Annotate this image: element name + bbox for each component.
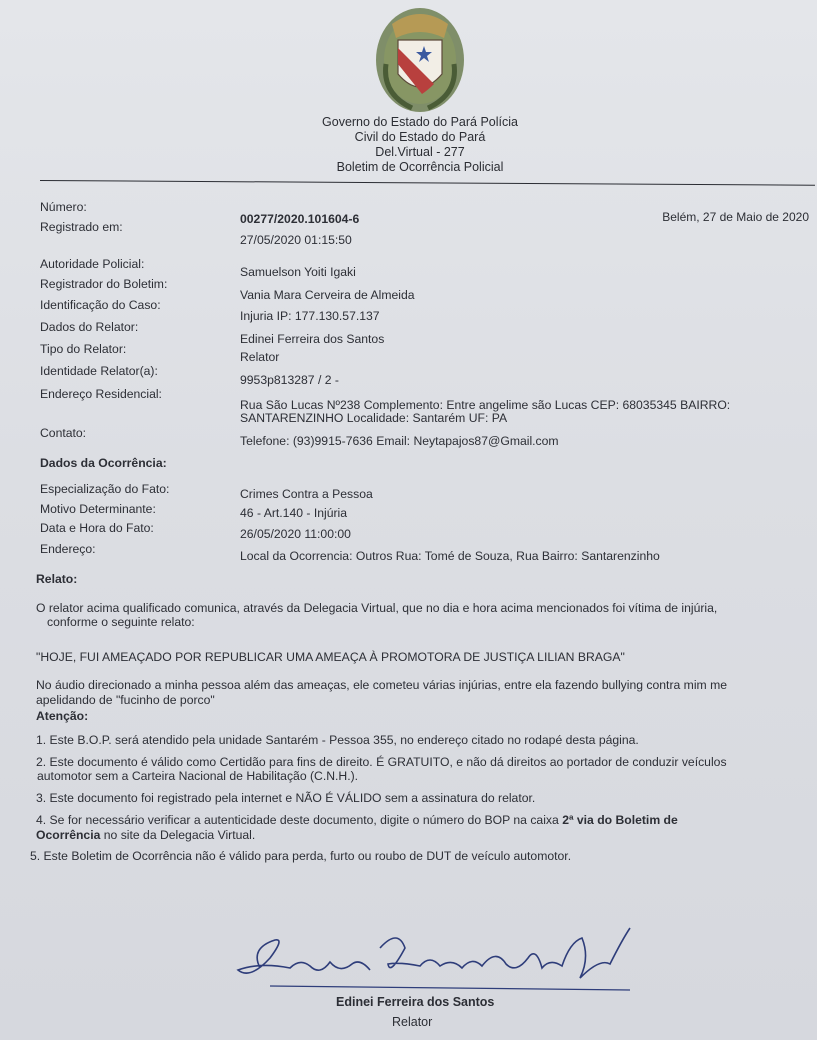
ocorrencia-value: 46 - Art.140 - Injúria — [240, 506, 348, 520]
field-label: Contato: — [40, 426, 87, 440]
header-line-1: Governo do Estado do Pará Polícia — [322, 115, 518, 129]
registrado-label: Registrado em: — [40, 220, 123, 234]
place-date: Belém, 27 de Maio de 2020 — [662, 210, 809, 224]
field-value: Edinei Ferreira dos Santos — [240, 332, 385, 346]
atencao-text-bold: 2ª via do Boletim de — [562, 813, 678, 827]
ocorrencia-label: Especialização do Fato: — [40, 482, 170, 496]
field-value: Telefone: (93)9915-7636 Email: Neytapajos87@Gmail.com — [240, 434, 559, 448]
header-divider — [40, 180, 815, 186]
ocorrencia-value: Crimes Contra a Pessoa — [240, 487, 373, 501]
field-value-continued: SANTARENZINHO Localidade: Santarém UF: PA — [240, 411, 508, 425]
document-header — [270, 115, 570, 175]
field-label: Dados do Relator: — [40, 320, 139, 334]
field-label: Identificação do Caso: — [40, 298, 161, 312]
registrado-value: 27/05/2020 01:15:50 — [240, 233, 352, 247]
atencao-text: no site da Delegacia Virtual. — [100, 828, 256, 842]
field-label: Registrador do Boletim: — [40, 277, 168, 291]
atencao-item: 5. Este Boletim de Ocorrência não é válido para perda, furto ou roubo de DUT de veículo automotor. — [30, 849, 572, 863]
ocorrencia-label: Data e Hora do Fato: — [40, 521, 154, 535]
field-label: Tipo do Relator: — [40, 342, 127, 356]
field-value: 9953p813287 / 2 - — [240, 373, 339, 387]
ocorrencia-label: Motivo Determinante: — [40, 502, 156, 516]
field-label: Endereço Residencial: — [40, 387, 162, 401]
field-value: Injuria IP: 177.130.57.137 — [240, 309, 380, 323]
header-line-4: Boletim de Ocorrência Policial — [336, 160, 504, 174]
atencao-title: Atenção: — [36, 709, 89, 723]
atencao-text-bold: Ocorrência — [36, 828, 101, 842]
relato-quote: "HOJE, FUI AMEAÇADO POR REPUBLICAR UMA AMEAÇA À PROMOTORA DE JUSTIÇA LILIAN BRAGA" — [36, 650, 625, 664]
numero-label: Número: — [40, 200, 87, 214]
header-line-2: Civil do Estado do Pará — [354, 130, 486, 144]
header-line-3: Del.Virtual - 277 — [375, 145, 465, 159]
atencao-item: 2. Este documento é válido como Certidão para fins de direito. É GRATUITO, e não dá direitos ao portador de conduzir veículos — [36, 755, 727, 769]
atencao-item-cont: automotor sem a Carteira Nacional de Habilitação (C.N.H.). — [37, 769, 359, 783]
ocorrencia-value: Local da Ocorrencia: Outros Rua: Tomé de Souza, Rua Bairro: Santarenzinho — [240, 549, 660, 563]
field-value: Relator — [240, 350, 280, 364]
field-value: Samuelson Yoiti Igaki — [240, 265, 356, 279]
ocorrencia-value: 26/05/2020 11:00:00 — [240, 527, 351, 541]
relato-paragraph: O relator acima qualificado comunica, através da Delegacia Virtual, que no dia e hora acima mencionados foi vítima de injúria, — [36, 601, 718, 615]
signatory-name: Edinei Ferreira dos Santos — [336, 995, 495, 1009]
relato-paragraph-cont: conforme o seguinte relato: — [47, 615, 195, 629]
relato-title: Relato: — [36, 572, 78, 586]
atencao-item: 3. Este documento foi registrado pela internet e NÃO É VÁLIDO sem a assinatura do relator. — [36, 791, 536, 805]
handwritten-signature — [230, 918, 650, 998]
atencao-text: 4. Se for necessário verificar a autenticidade deste documento, digite o número do BOP na caixa — [36, 813, 563, 827]
atencao-item-cont — [36, 828, 796, 843]
ocorrencia-title: Dados da Ocorrência: — [40, 456, 167, 470]
ocorrencia-label: Endereço: — [40, 542, 96, 556]
coat-of-arms-icon — [372, 4, 468, 116]
field-value: Rua São Lucas Nº238 Complemento: Entre angelime são Lucas CEP: 68035345 BAIRRO: — [240, 398, 731, 412]
atencao-item — [36, 813, 796, 828]
field-label: Autoridade Policial: — [40, 257, 145, 271]
relato-paragraph-cont: apelidando de "fucinho de porco" — [36, 693, 215, 707]
numero-value: 00277/2020.101604-6 — [240, 212, 360, 226]
relato-paragraph: No áudio direcionado a minha pessoa além das ameaças, ele cometeu várias injúrias, entre ela fazendo bullying contra mim me — [36, 678, 727, 692]
signatory-role: Relator — [392, 1015, 433, 1029]
atencao-item: 1. Este B.O.P. será atendido pela unidade Santarém - Pessoa 355, no endereço citado no rodapé desta página. — [36, 733, 639, 747]
field-value: Vania Mara Cerveira de Almeida — [240, 288, 415, 302]
field-label: Identidade Relator(a): — [40, 364, 158, 378]
